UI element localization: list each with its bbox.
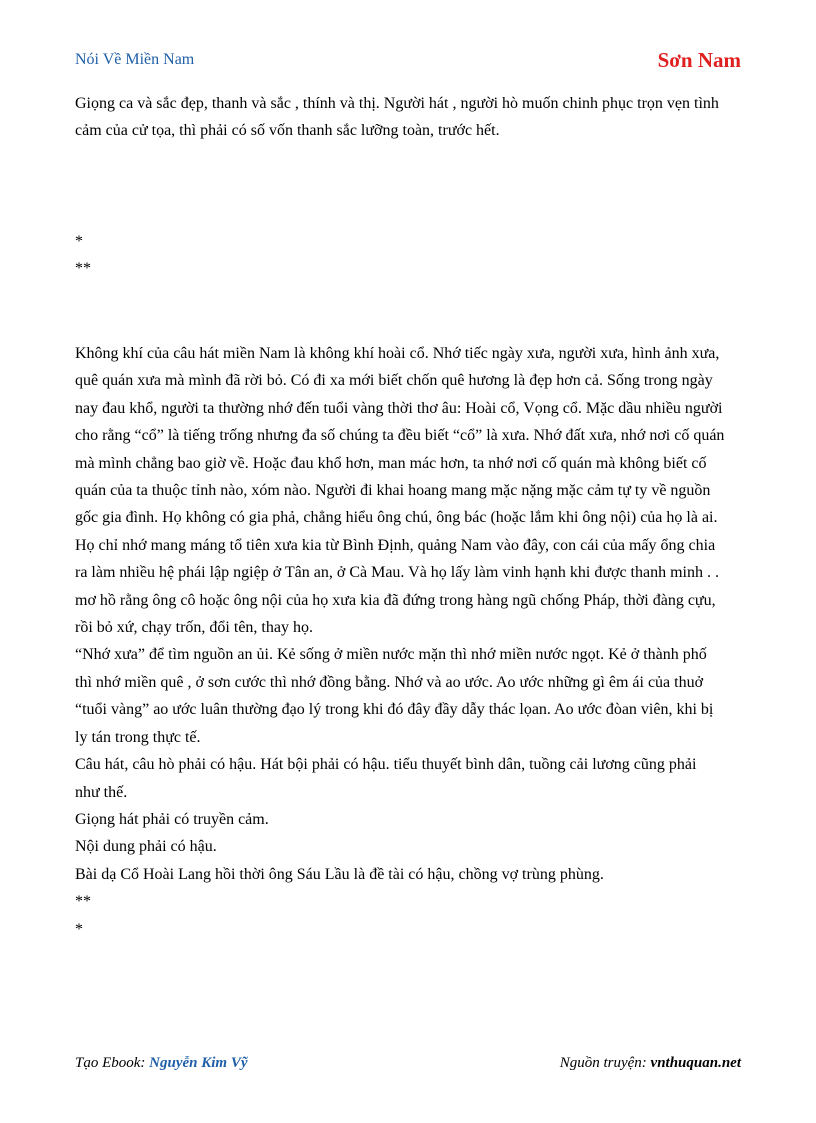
text-line: Giọng hát phải có truyền cảm.: [75, 810, 269, 828]
footer-source-site: vnthuquan.net: [650, 1055, 741, 1071]
text-line: Câu hát, câu hò phải có hậu. Hát bội phải có hậu. tiểu thuyết bình dân, tuồng cải lương cũng phải: [75, 756, 697, 774]
text-line: như thế.: [75, 783, 128, 801]
text-line: “Nhớ xưa” để tìm nguồn an ủi. Kẻ sống ở miền nước mặn thì nhớ miền nước ngọt. Kẻ ở thành phố: [75, 646, 707, 664]
separator-line: **: [75, 893, 91, 911]
footer-credit: [75, 1055, 248, 1072]
author-name: Sơn Nam: [657, 48, 741, 72]
footer-credit-label: Tạo Ebook: [75, 1055, 141, 1071]
text-line: mơ hồ rằng ông cô hoặc ông nội của họ xưa kia đã đứng trong hàng ngũ chống Pháp, thời đàng cựu,: [75, 591, 716, 609]
text-line: Không khí của câu hát miền Nam là không khí hoài cổ. Nhớ tiếc ngày xưa, người xưa, hình ảnh xưa,: [75, 345, 720, 362]
text-line: Giọng ca và sắc đẹp, thanh và sắc , thính và thị. Người hát , người hò muốn chinh phục trọn vẹn tình: [75, 95, 719, 112]
text-line: quê quán xưa mà mình đã rời bỏ. Có đi xa mới biết chốn quê hương là đẹp hơn cả. Sống trong ngày: [75, 372, 713, 390]
text-line: Nội dung phải có hậu.: [75, 838, 217, 856]
book-title: Nói Về Miền Nam: [75, 51, 195, 68]
body-text: [75, 340, 743, 943]
footer-source-label: Nguồn truyện: [559, 1055, 642, 1071]
text-line: cho rằng “cổ” là tiếng trống nhưng đa số chúng ta đều biết “cổ” là xưa. Nhớ đất xưa, nhớ nơi cố quán: [75, 427, 725, 445]
footer-source: [560, 1055, 741, 1072]
text-line: quán của ta thuộc tỉnh nào, xóm nào. Người đi khai hoang mang mặc nặng mặc cảm tự ty về nguồn: [75, 482, 711, 500]
text-line: Bài dạ Cổ Hoài Lang hồi thời ông Sáu Lầu là đề tài có hậu, chồng vợ trùng phùng.: [75, 865, 604, 883]
footer-credit-name: Nguyễn Kim Vỹ: [149, 1055, 248, 1071]
text-line: thì nhớ miền quê , ở sơn cước thì nhớ đồng bằng. Nhớ và ao ước. Ao ước những gì êm ái của thuở: [75, 673, 704, 691]
section-separator: [75, 228, 743, 283]
separator-line: *: [75, 920, 83, 938]
text-line: ly tán trong thực tế.: [75, 728, 201, 746]
separator-line: **: [75, 260, 91, 278]
text-line: gốc gia đình. Họ không có gia phả, chẳng hiểu ông chú, ông bác (hoặc lắm khi ông nội) của họ là ai.: [75, 509, 718, 527]
text-line: cảm của cử tọa, thì phải có số vốn thanh sắc lưỡng toàn, trước hết.: [75, 122, 500, 140]
text-line: “tuổi vàng” ao ước luân thường đạo lý trong khi đó đây đầy dẫy thác lọan. Ao ước đòan viên, khi bị: [75, 701, 714, 719]
text-line: Họ chỉ nhớ mang máng tổ tiên xưa kia từ Bình Định, quảng Nam vào đây, con cái của mấy ổng chia: [75, 536, 716, 554]
text-line: mà mình chẳng bao giờ về. Hoặc đau khổ hơn, man mác hơn, ta nhớ nơi cố quán mà không biết cố: [75, 454, 707, 472]
footer-credit-separator: :: [140, 1055, 150, 1071]
text-line: rồi bỏ xứ, chạy trốn, đổi tên, thay họ.: [75, 619, 313, 637]
footer-source-separator: :: [641, 1055, 651, 1071]
intro-paragraph: [75, 90, 743, 145]
text-line: nay đau khổ, người ta thường nhớ đến tuổi vàng thời thơ âu: Hoài cổ, Vọng cổ. Mặc dầu nhiều người: [75, 399, 723, 417]
separator-line: *: [75, 233, 83, 250]
text-line: ra làm nhiều hệ phái lập ngiệp ở Tân an, ở Cà Mau. Và họ lấy làm vinh hạnh khi được thanh minh . .: [75, 564, 719, 582]
